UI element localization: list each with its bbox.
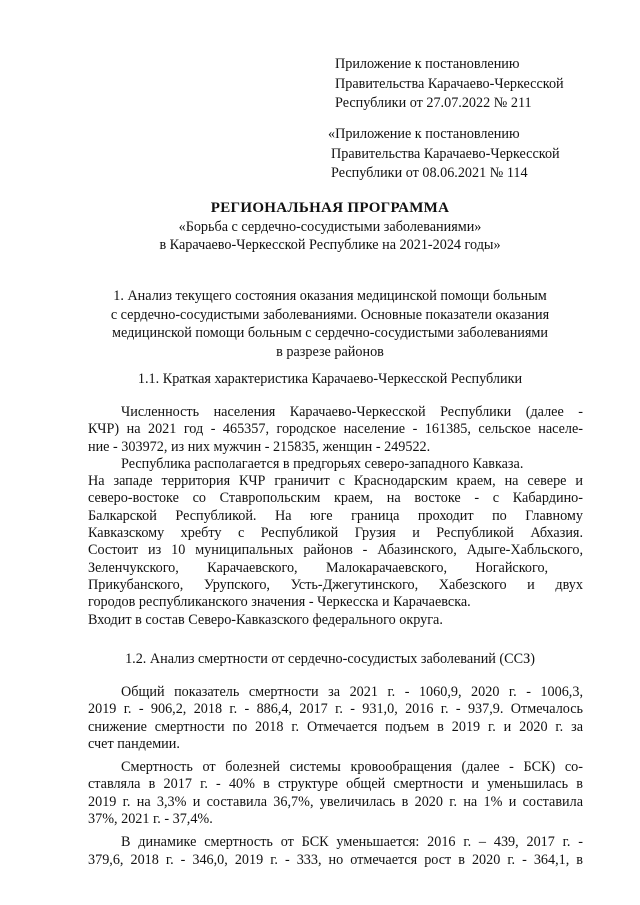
text-line: Прикубанского, Урупского, Усть-Джегутинского, Хабезского и двух (88, 576, 583, 593)
header-line: Приложение к постановлению (335, 56, 520, 72)
text-line: Смертность от болезней системы кровообращения (далее - БСК) со- (121, 759, 583, 776)
heading-line: медицинской помощи больным с сердечно-сосудистыми заболеваниями (112, 325, 548, 341)
header-line: Правительства Карачаево-Черкесской (335, 75, 564, 92)
text-line: 2019 г. - 906,2, 2018 г. - 886,4, 2017 г. - 931,0, 2016 г. - 937,9. Отмечалось (88, 701, 583, 718)
text-line: Состоит из 10 муниципальных районов - Абазинского, Адыге-Хабльского, (88, 542, 583, 559)
heading-line: в разрезе районов (276, 343, 384, 360)
section-1-2-heading (60, 650, 600, 669)
header-line: Республики от 27.07.2022 № 211 (335, 95, 532, 111)
text-line: Численность населения Карачаево-Черкесской Республики (далее - (121, 404, 583, 420)
section-1-2-text (88, 684, 583, 869)
section-1-1-text (88, 404, 583, 629)
text-line: северо-востоке со Ставропольским краем, на востоке - с Кабардино- (88, 490, 583, 507)
program-title-line: в Карачаево-Черкесской Республике на 2021-2024 годы» (159, 237, 501, 253)
text-line: Общий показатель смертности за 2021 г. - 1060,9, 2020 г. - 1006,3, (121, 684, 583, 700)
text-line: снижение смертности по 2018 г. Отмечается подъем в 2019 г. и 2020 г. за (88, 718, 583, 735)
text-line: Зеленчукского, Карачаевского, Малокарачаевского, Ногайского, (88, 559, 549, 576)
header-previous-decree (328, 125, 560, 184)
program-title (60, 199, 600, 255)
text-line: ставляла в 2017 г. - 40% в структуре общей смертности и уменьшилась в (88, 776, 583, 793)
header-line: «Приложение к постановлению (328, 126, 520, 142)
heading-line: 1. Анализ текущего состояния оказания медицинской помощи больным (113, 288, 547, 304)
header-current-decree (335, 55, 564, 114)
text-line: Входит в состав Северо-Кавказского федерального округа. (88, 611, 443, 628)
text-line: Балкарской Республикой. На юге граница проходит по Главному (88, 507, 583, 524)
text-line: В динамике смертность от БСК уменьшается: 2016 г. – 439, 2017 г. - (121, 834, 583, 851)
program-title-line: «Борьба с сердечно-сосудистыми заболеваниями» (178, 218, 482, 235)
text-line: Кавказскому хребту с Республикой Грузия и Республикой Абхазия. (88, 525, 583, 542)
section-1-heading (60, 287, 600, 361)
text-line: городов республиканского значения - Черкесска и Карачаевска. (88, 594, 471, 611)
heading-line: 1.1. Краткая характеристика Карачаево-Черкесской Республики (137, 371, 523, 387)
text-line: 37%, 2021 г. - 37,4%. (88, 811, 213, 828)
text-line: Республика располагается в предгорьях северо-западного Кавказа. (121, 455, 524, 472)
text-line: 379,6, 2018 г. - 346,0, 2019 г. - 333, но отмечается рост в 2020 г. - 364,1, в (88, 851, 583, 868)
heading-line: 1.2. Анализ смертности от сердечно-сосудистых заболеваний (ССЗ) (125, 651, 535, 667)
header-line: Правительства Карачаево-Черкесской (331, 145, 560, 162)
text-line: счет пандемии. (88, 735, 180, 752)
program-title-main: РЕГИОНАЛЬНАЯ ПРОГРАММА (210, 200, 450, 216)
text-line: ние - 303972, из них мужчин - 215835, женщин - 249522. (88, 438, 431, 455)
header-line: Республики от 08.06.2021 № 114 (331, 165, 528, 181)
heading-line: с сердечно-сосудистыми заболеваниями. Основные показатели оказания (110, 306, 550, 323)
section-1-1-heading (60, 370, 600, 389)
text-line: 2019 г. на 3,3% и составила 36,7%, увеличилась в 2020 г. на 1% и составила (88, 793, 583, 810)
text-line: На западе территория КЧР граничит с Краснодарским краем, на севере и (88, 473, 583, 490)
text-line: КЧР) на 2021 год - 465357, городское население - 161385, сельское населе- (88, 421, 583, 438)
